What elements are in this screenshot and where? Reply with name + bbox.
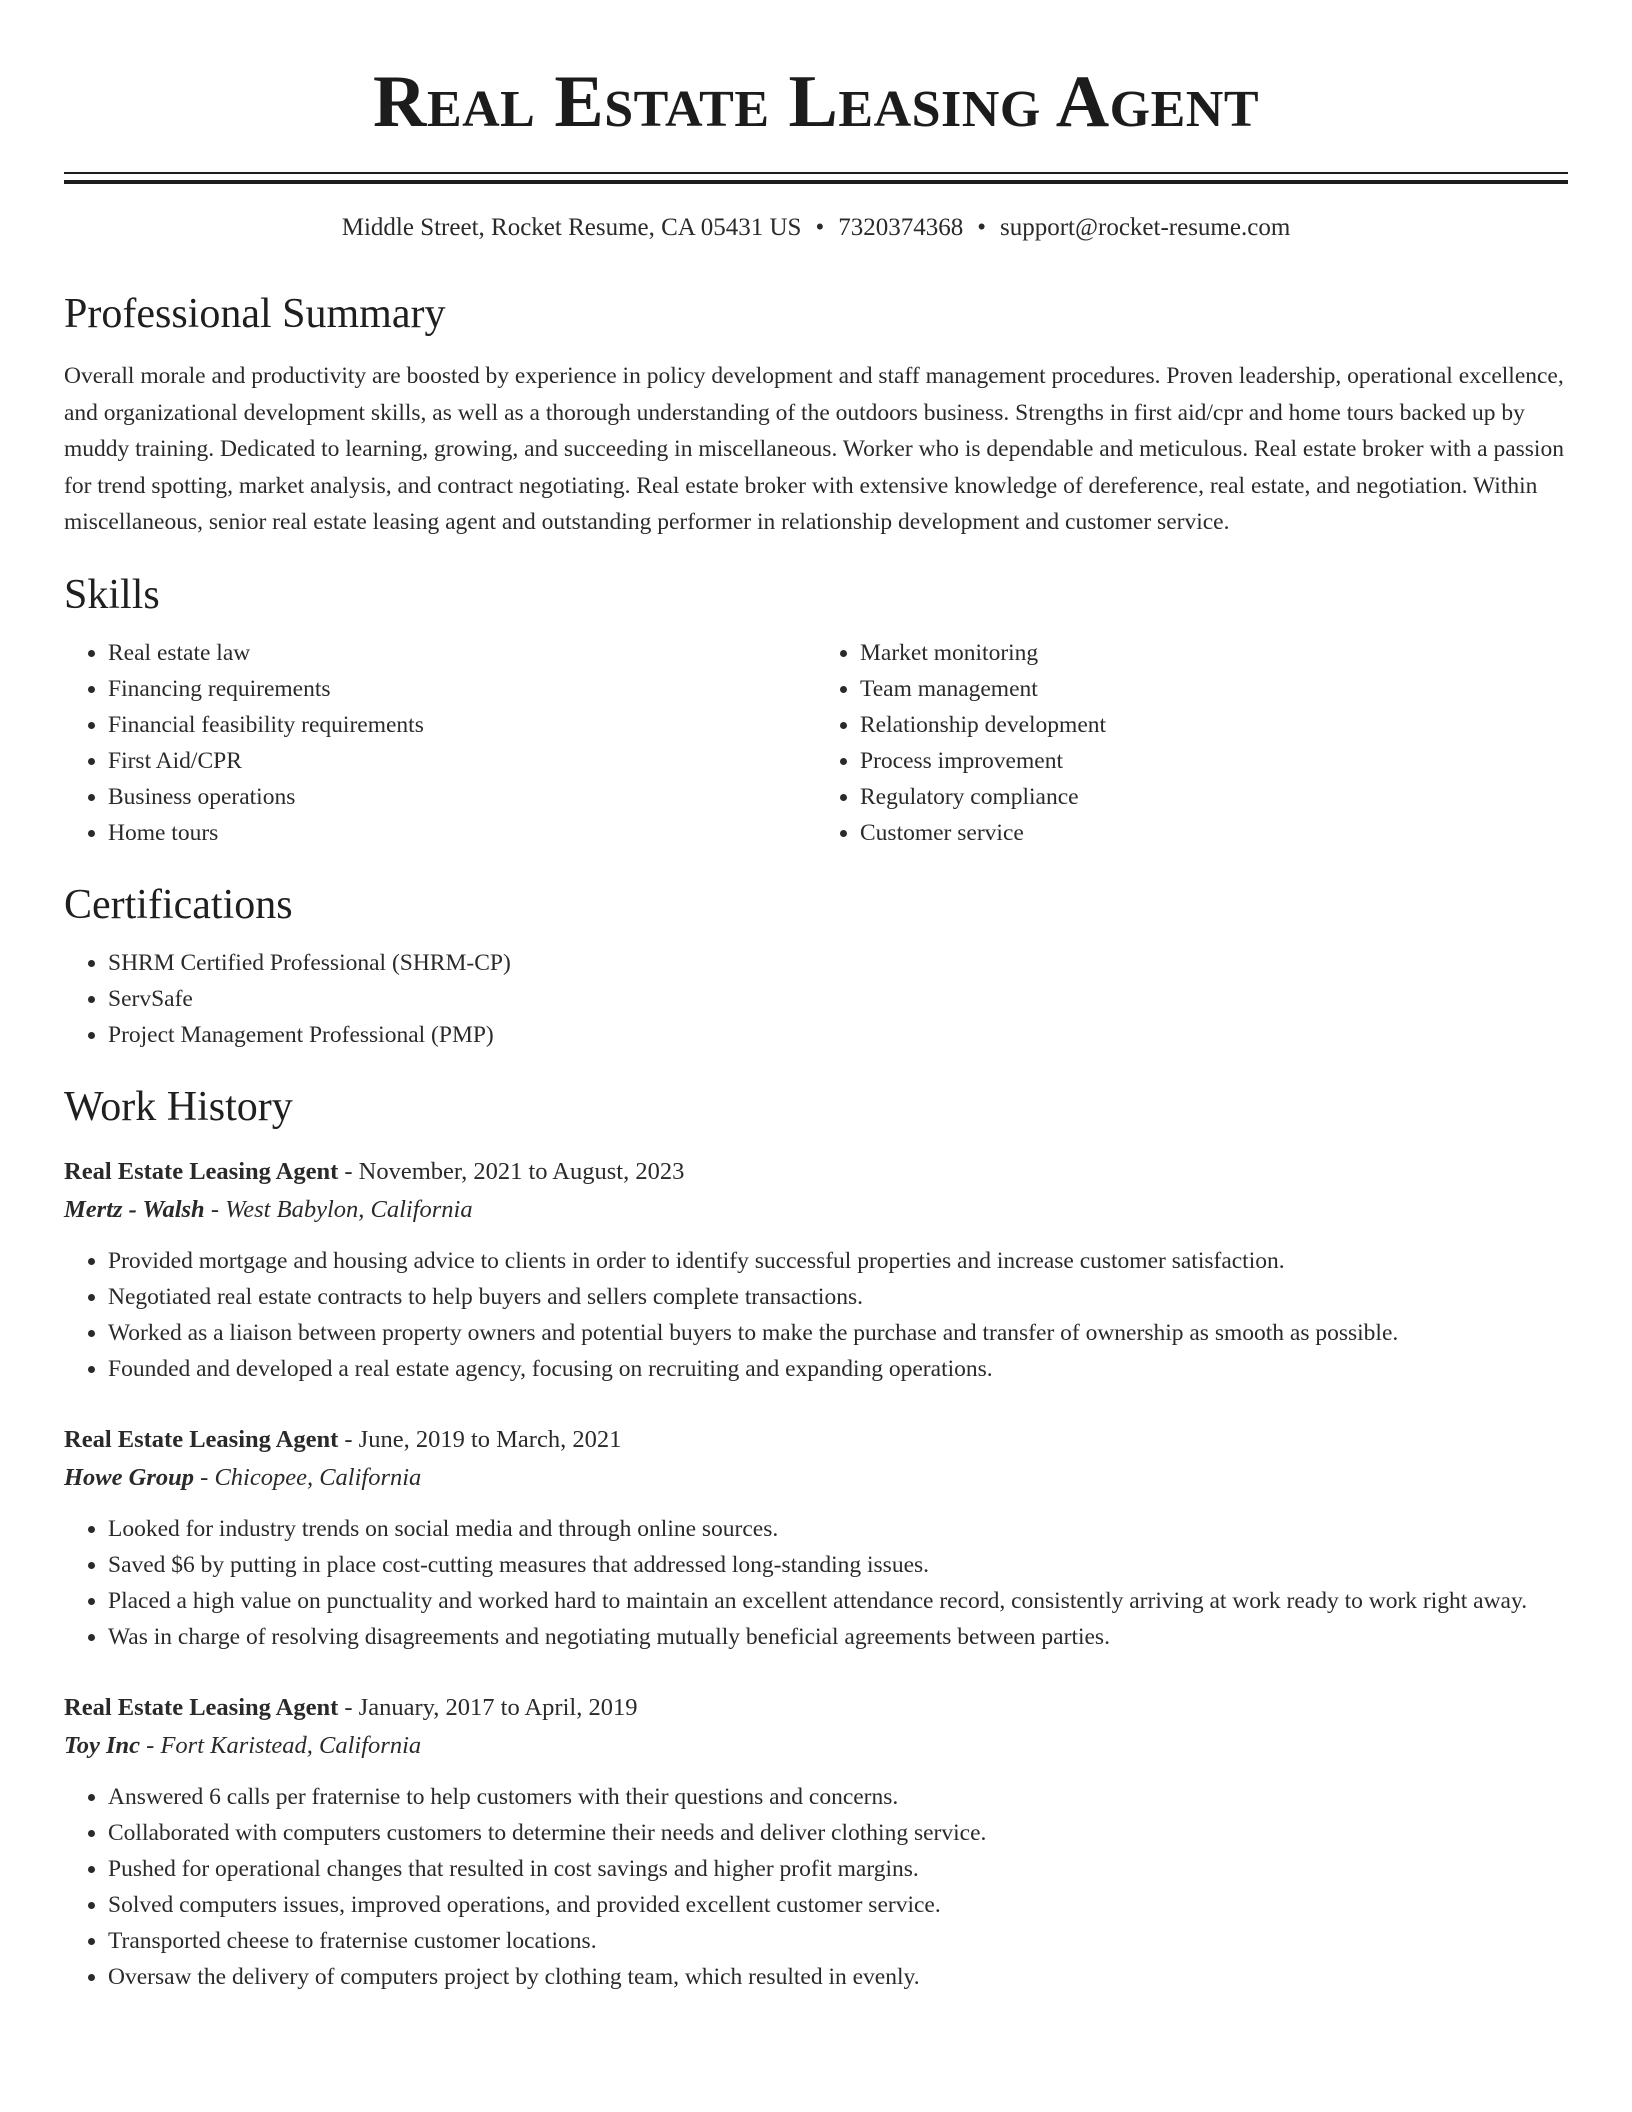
section-heading-work-history: Work History [64, 1083, 293, 1130]
job-bullet: • Collaborated with computers customers to determine their needs and deliver clothing service. [108, 1815, 1568, 1851]
contact-phone: 7320374368 [838, 214, 964, 241]
job-title: Real Estate Leasing Agent [64, 1425, 339, 1453]
job-title-line: Real Estate Leasing Agent - November, 2021 to August, 2023 [64, 1157, 685, 1185]
resume-page [64, 0, 1568, 1995]
job-bullets [64, 1779, 1568, 1995]
certification-item: • ServSafe [108, 981, 1568, 1017]
header-double-rule [64, 172, 1568, 184]
job-title-line: Real Estate Leasing Agent - June, 2019 to March, 2021 [64, 1425, 622, 1453]
job-bullet: • Provided mortgage and housing advice to clients in order to identify successful properties and increase customer satisfaction. [108, 1243, 1568, 1279]
job-bullet: • Answered 6 calls per fraternise to help customers with their questions and concerns. [108, 1779, 1568, 1815]
contact-line [64, 212, 1568, 244]
section-heading-certifications: Certifications [64, 881, 293, 928]
job-company: Toy Inc [64, 1731, 141, 1759]
skill-item: • Customer service [860, 815, 1568, 851]
skills-list-left [64, 635, 816, 851]
resume-name-title: Real Estate Leasing Agent [373, 61, 1259, 143]
job-company-line: Toy Inc - Fort Karistead, California [64, 1731, 422, 1759]
job-dates: June, 2019 to March, 2021 [358, 1425, 622, 1453]
job-entry [64, 1153, 1568, 1387]
certification-item: • Project Management Professional (PMP) [108, 1017, 1568, 1053]
job-bullet: • Looked for industry trends on social media and through online sources. [108, 1511, 1568, 1547]
contact-address: Middle Street, Rocket Resume, CA 05431 US [341, 214, 802, 241]
professional-summary-section [64, 288, 1568, 541]
job-bullets [64, 1243, 1568, 1387]
job-bullet: • Was in charge of resolving disagreements and negotiating mutually beneficial agreements between parties. [108, 1619, 1568, 1655]
skills-section [64, 569, 1568, 851]
job-bullet: • Oversaw the delivery of computers project by clothing team, which resulted in evenly. [108, 1959, 1568, 1995]
skill-item: • Market monitoring [860, 635, 1568, 671]
skills-list-right [816, 635, 1568, 851]
skill-item: • Real estate law [108, 635, 816, 671]
job-bullet: • Solved computers issues, improved operations, and provided excellent customer service. [108, 1887, 1568, 1923]
skill-item: • Business operations [108, 779, 816, 815]
job-location: Chicopee, California [214, 1463, 422, 1491]
job-company-line: Howe Group - Chicopee, California [64, 1463, 422, 1491]
job-entry [64, 1421, 1568, 1655]
certification-item: • SHRM Certified Professional (SHRM-CP) [108, 945, 1568, 981]
job-bullet: • Saved $6 by putting in place cost-cutting measures that addressed long-standing issues. [108, 1547, 1568, 1583]
skill-item: • Team management [860, 671, 1568, 707]
job-company: Howe Group [64, 1463, 195, 1491]
skill-item: • Financial feasibility requirements [108, 707, 816, 743]
job-bullet: • Pushed for operational changes that resulted in cost savings and higher profit margins. [108, 1851, 1568, 1887]
contact-email: support@rocket-resume.com [999, 214, 1291, 241]
contact-separator: • [977, 214, 986, 241]
skill-item: • Home tours [108, 815, 816, 851]
job-bullet: • Placed a high value on punctuality and worked hard to maintain an excellent attendance record, consistently arriving at work ready to work right away. [108, 1583, 1568, 1619]
skill-item: • Relationship development [860, 707, 1568, 743]
job-bullet: • Negotiated real estate contracts to help buyers and sellers complete transactions. [108, 1279, 1568, 1315]
job-title-line: Real Estate Leasing Agent - January, 2017 to April, 2019 [64, 1693, 638, 1721]
section-heading-skills: Skills [64, 571, 160, 618]
job-company-line: Mertz - Walsh - West Babylon, California [64, 1195, 473, 1223]
job-bullet: • Founded and developed a real estate agency, focusing on recruiting and expanding operations. [108, 1351, 1568, 1387]
skill-item: • First Aid/CPR [108, 743, 816, 779]
skills-columns [64, 635, 1568, 851]
job-dates: January, 2017 to April, 2019 [358, 1693, 638, 1721]
job-bullets [64, 1511, 1568, 1655]
job-entry [64, 1689, 1568, 1995]
job-bullet: • Transported cheese to fraternise customer locations. [108, 1923, 1568, 1959]
job-title: Real Estate Leasing Agent [64, 1693, 339, 1721]
job-company: Mertz - Walsh [64, 1195, 205, 1223]
job-bullet: • Worked as a liaison between property owners and potential buyers to make the purchase and transfer of ownership as smooth as possible. [108, 1315, 1568, 1351]
certifications-section [64, 879, 1568, 1053]
skill-item: • Process improvement [860, 743, 1568, 779]
certifications-list [64, 945, 1568, 1053]
skill-item: • Financing requirements [108, 671, 816, 707]
job-title: Real Estate Leasing Agent [64, 1157, 339, 1185]
job-dates: November, 2021 to August, 2023 [358, 1157, 685, 1185]
contact-separator: • [815, 214, 825, 241]
section-heading-summary: Professional Summary [64, 291, 446, 337]
summary-text: Overall morale and productivity are boosted by experience in policy development and staff management procedures. Proven leadership, operational excellence, and organizational development skills, as well as a thorough understanding of the outdoors business. Strengths in first aid/cpr and home tours backed up by muddy training. Dedicated to learning, growing, and succeeding in miscellaneous. Worker who is dependable and meticulous. Real estate broker with a passion for trend spotting, market analysis, and contract negotiating. Real estate broker with extensive knowledge of dereference, real estate, and negotiation. Within miscellaneous, senior real estate leasing agent and outstanding performer in relationship development and customer service. [64, 363, 1564, 535]
job-location: Fort Karistead, California [160, 1731, 422, 1759]
job-location: West Babylon, California [225, 1195, 473, 1223]
skill-item: • Regulatory compliance [860, 779, 1568, 815]
work-history-section [64, 1081, 1568, 1995]
